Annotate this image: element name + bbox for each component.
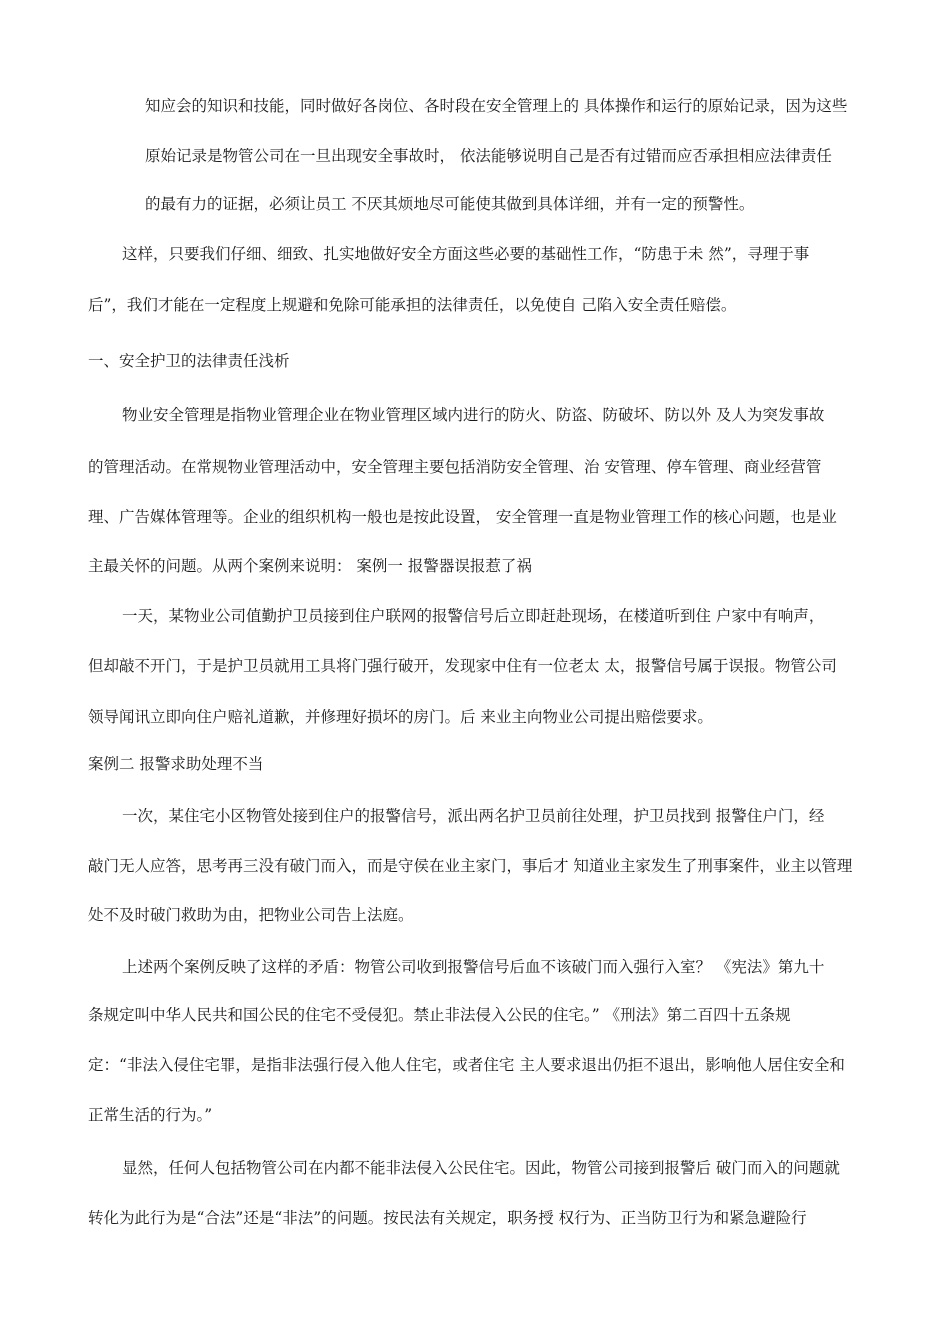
text-line: 处不及时破门救助为由，把物业公司告上法庭。 <box>88 906 414 924</box>
section-heading: 一、安全护卫的法律责任浅析 <box>88 352 290 370</box>
text-line: 后”，我们才能在一定程度上规避和免除可能承担的法律责任，以免使自 己陷入安全责任赔偿。 <box>88 296 737 314</box>
text-line: 但却敲不开门，于是护卫员就用工具将门强行破开，发现家中住有一位老太 太，报警信号属于误报。物管公司 <box>88 657 837 675</box>
text-line: 显然，任何人包括物管公司在内都不能非法侵入公民住宅。因此，物管公司接到报警后 破门而入的问题就 <box>122 1159 840 1177</box>
text-line: 上述两个案例反映了这样的矛盾：物管公司收到报警信号后血不该破门而入强行入室？ 《宪法》第九十 <box>122 958 825 976</box>
text-line: 正常生活的行为。” <box>88 1106 213 1124</box>
text-line: 转化为此行为是“合法”还是“非法”的问题。按民法有关规定，职务授 权行为、正当防卫行为和紧急避险行 <box>88 1209 807 1227</box>
text-line: 的管理活动。在常规物业管理活动中，安全管理主要包括消防安全管理、治 安管理、停车管理、商业经营管 <box>88 458 822 476</box>
case-two-title: 案例二 报警求助处理不当 <box>88 755 264 773</box>
text-line: 一天，某物业公司值勤护卫员接到住户联网的报警信号后立即赶赴现场，在楼道听到住 户家中有响声， <box>122 607 825 625</box>
text-line: 原始记录是物管公司在一旦出现安全事故时， 依法能够说明自己是否有过错而应否承担相应法律责任 <box>145 147 832 165</box>
text-line: 定：“非法入侵住宅罪，是指非法强行侵入他人住宅，或者住宅 主人要求退出仍拒不退出，影响他人居住安全和 <box>88 1056 845 1074</box>
text-line: 条规定叫中华人民共和国公民的住宅不受侵犯。禁止非法侵入公民的住宅。” 《刑法》第二百四十五条规 <box>88 1006 791 1024</box>
text-line: 一次，某住宅小区物管处接到住户的报警信号，派出两名护卫员前往处理，护卫员找到 报警住户门，经 <box>122 807 825 825</box>
text-line: 领导闻讯立即向住户赔礼道歉，并修理好损坏的房门。后 来业主向物业公司提出赔偿要求。 <box>88 708 713 726</box>
text-line: 物业安全管理是指物业管理企业在物业管理区域内进行的防火、防盗、防破坏、防以外 及人为突发事故 <box>122 406 825 424</box>
text-line: 理、广告媒体管理等。企业的组织机构一般也是按此设置， 安全管理一直是物业管理工作的核心问题，也是业 <box>88 508 837 526</box>
text-line: 这样，只要我们仔细、细致、扎实地做好安全方面这些必要的基础性工作，“防患于未 然”，寻理于事 <box>122 245 810 263</box>
text-line: 知应会的知识和技能，同时做好各岗位、各时段在安全管理上的 具体操作和运行的原始记录，因为这些 <box>145 97 848 115</box>
text-line: 主最关怀的问题。从两个案例来说明： 案例一 报警器误报惹了祸 <box>88 557 532 575</box>
text-line: 敲门无人应答，思考再三没有破门而入，而是守侯在业主家门，事后才 知道业主家发生了刑事案件，业主以管理 <box>88 857 853 875</box>
text-line: 的最有力的证据，必须让员工 不厌其烦地尽可能使其做到具体详细，并有一定的预警性。 <box>145 195 755 213</box>
